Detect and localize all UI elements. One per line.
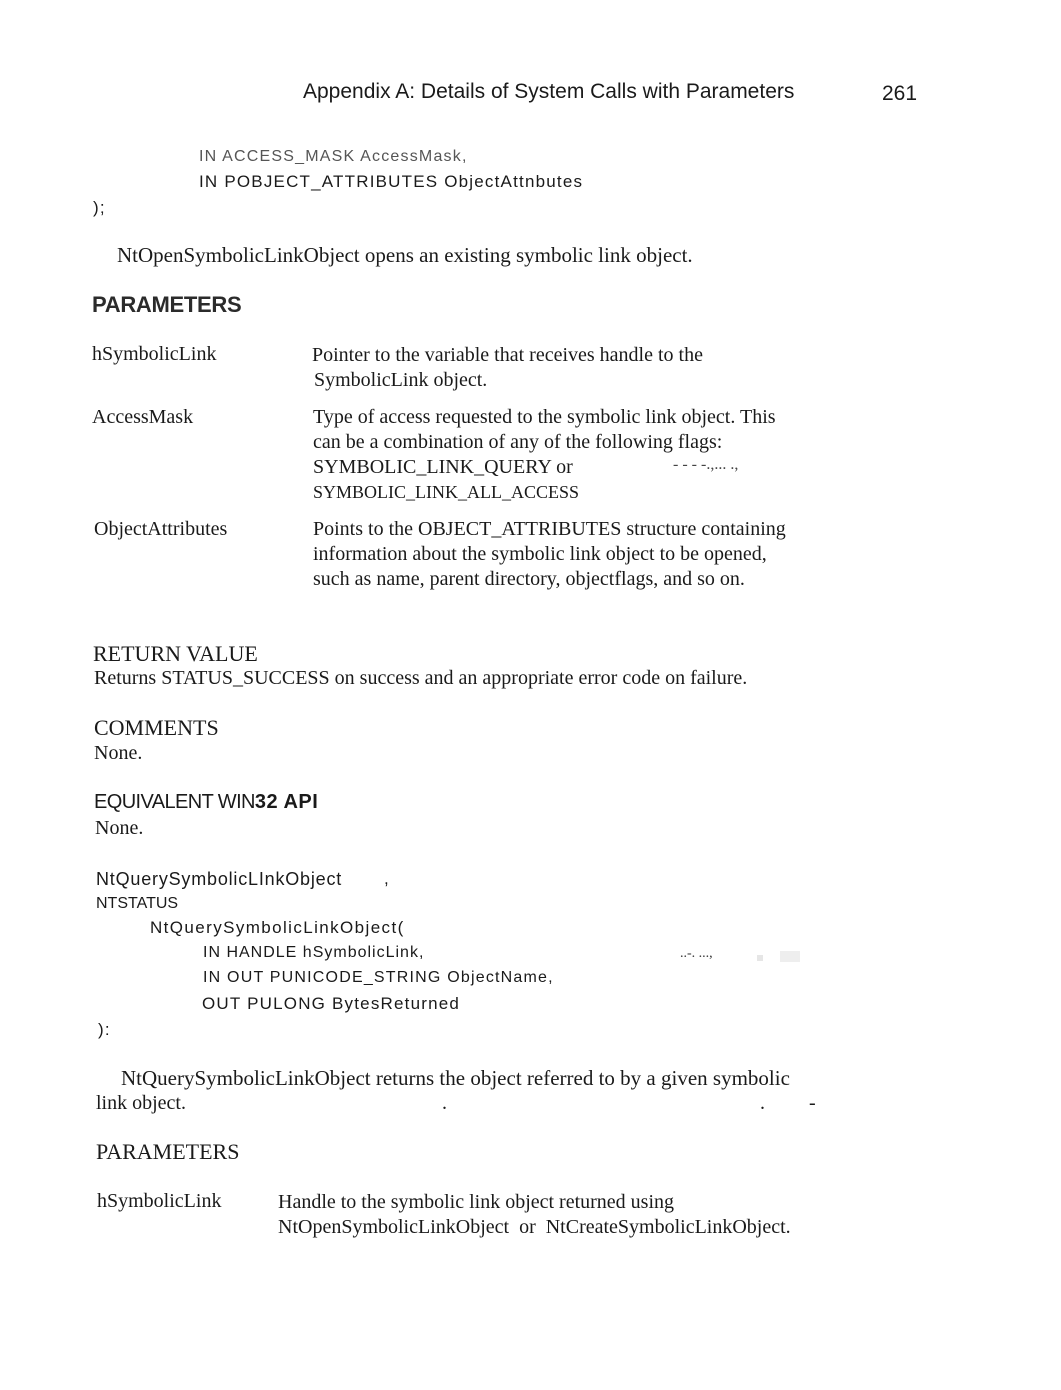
param-desc-hsymboliclink [312,343,703,393]
return-value-text: Returns STATUS_SUCCESS on success and an appropriate error code on failure. [94,667,748,689]
scan-smudge [780,951,800,962]
function-signature: NtQuerySymbolicLinkObject( [150,918,405,937]
desc-line: can be a combination of any of the following flags: [313,431,723,453]
desc-line: SymbolicLink object. [314,369,488,391]
param-desc-objectattributes [313,517,786,592]
equivalent-heading-light: EQUIVALENT WIN [94,791,255,813]
equivalent-heading [94,791,318,814]
desc-line: such as name, parent directory, objectflags, and so on. [313,568,745,590]
param-name-hsymboliclink-2: hSymbolicLink [97,1190,222,1212]
equivalent-heading-bold: 32 API [254,791,319,813]
desc-line: NtOpenSymbolicLinkObject or NtCreateSymbolicLinkObject. [278,1216,791,1238]
query-desc-line2: link object. [96,1092,186,1114]
desc-line: Points to the OBJECT_ATTRIBUTES structure containing [313,518,786,540]
scan-noise: . [760,1092,765,1114]
code-line-object-attributes: IN POBJECT_ATTRIBUTES ObjectAttnbutes [199,172,584,191]
param-name-objectattributes: ObjectAttributes [94,518,228,540]
desc-line: information about the symbolic link object to be opened, [313,543,767,565]
desc-line: SYMBOLIC_LINK_QUERY or [313,456,573,478]
code-param-handle: IN HANDLE hSymbolicLink, [203,944,425,961]
desc-line: SYMBOLIC_LINK_ALL_ACCESS [313,482,580,502]
scan-noise: ..-. ..., [680,946,713,961]
return-type: NTSTATUS [96,895,179,912]
comments-heading: COMMENTS [94,715,219,740]
desc-line: Handle to the symbolic link object returned using [278,1191,675,1213]
param-desc-accessmask [313,405,776,505]
scan-noise: - - - -.,... ., [673,456,739,473]
intro-paragraph: NtOpenSymbolicLinkObject opens an existing symbolic link object. [117,243,693,267]
equivalent-text: None. [95,817,144,839]
running-header-title: Appendix A: Details of System Calls with Parameters [303,80,795,103]
function-title-comma: , [384,869,390,888]
code-param-bytesreturned: OUT PULONG BytesReturned [202,994,461,1013]
code-close-paren: ): [98,1020,111,1039]
desc-line: Type of access requested to the symbolic link object. This [313,406,776,428]
code-close-paren: ); [93,198,106,217]
function-title: NtQuerySymbolicLInkObject [96,869,343,889]
param-name-accessmask: AccessMask [92,406,194,428]
param-desc-hsymboliclink-2 [278,1190,791,1240]
comments-text: None. [94,742,143,764]
query-desc-line1: NtQuerySymbolicLinkObject returns the object referred to by a given symbolic [121,1066,790,1090]
scan-noise: . [442,1092,447,1114]
return-value-heading: RETURN VALUE [93,641,258,666]
parameters-heading-2: PARAMETERS [96,1139,240,1164]
desc-line: Pointer to the variable that receives handle to the [312,344,703,366]
parameters-heading: PARAMETERS [92,292,242,317]
param-name-hsymboliclink: hSymbolicLink [92,343,217,365]
scan-noise: - [809,1092,816,1114]
scan-smudge [757,955,763,961]
code-param-objectname: IN OUT PUNICODE_STRING ObjectName, [203,969,554,986]
page-number: 261 [882,82,918,105]
code-line-access-mask: IN ACCESS_MASK AccessMask, [199,148,468,165]
